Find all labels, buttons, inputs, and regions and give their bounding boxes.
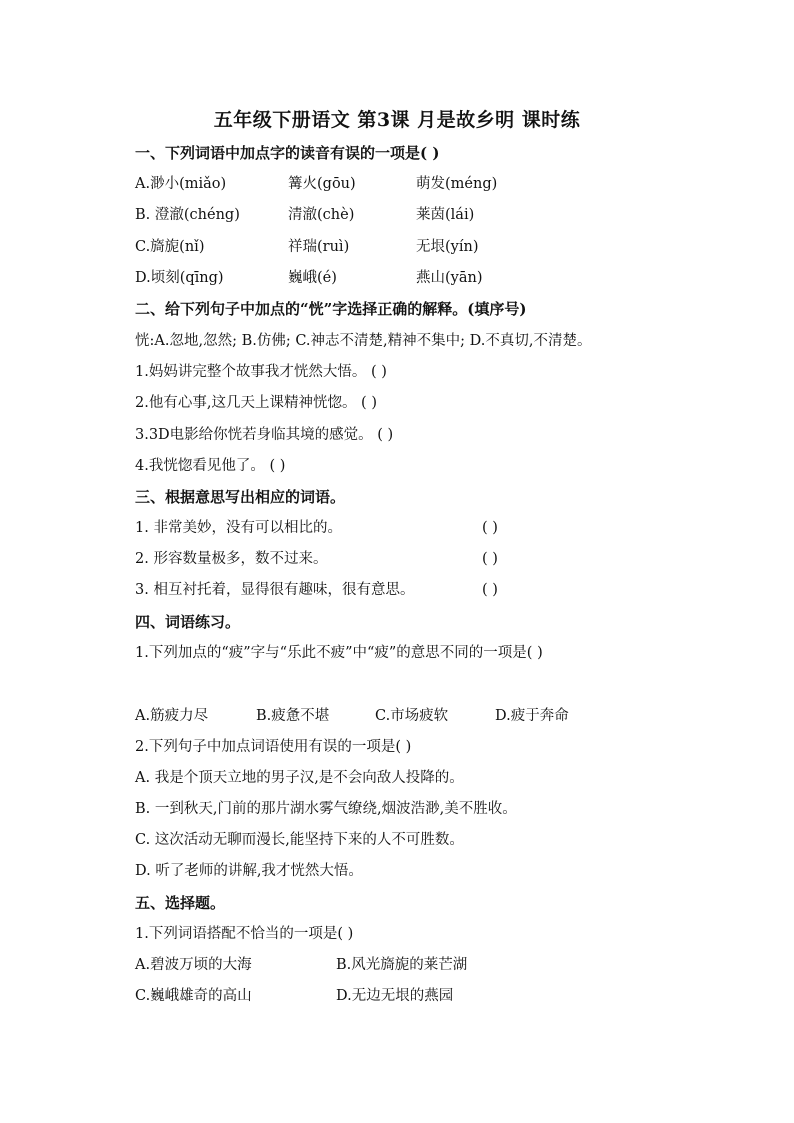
s4-q2-option-a: A. 我是个顶天立地的男子汉,是不会向敌人投降的。 bbox=[135, 770, 464, 786]
page-title: 五年级下册语文 第3课 月是故乡明 课时练 bbox=[213, 109, 581, 131]
s3-item-2: 2. 形容数量极多，数不过来。 bbox=[135, 551, 328, 567]
section-5-heading: 五、选择题。 bbox=[135, 894, 226, 912]
s1-option-d-2: 巍峨(é) bbox=[288, 270, 337, 286]
s4-q1-option-b: B.疲惫不堪 bbox=[256, 708, 330, 724]
section-2-heading: 二、给下列句子中加点的“恍”字选择正确的解释。(填序号) bbox=[135, 300, 527, 318]
s1-option-a-3: 萌发(méng) bbox=[416, 176, 498, 192]
s5-question-1: 1.下列词语搭配不恰当的一项是( ) bbox=[135, 926, 354, 942]
s2-item-1: 1.妈妈讲完整个故事我才恍然大悟。 ( ) bbox=[135, 364, 387, 380]
s2-item-2: 2.他有心事,这几天上课精神恍惚。 ( ) bbox=[135, 395, 377, 411]
s4-q2-option-c: C. 这次活动无聊而漫长,能坚持下来的人不可胜数。 bbox=[135, 832, 464, 848]
s3-item-1: 1. 非常美妙，没有可以相比的。 bbox=[135, 520, 342, 536]
s1-option-c-1: C.旖旎(nǐ) bbox=[135, 239, 205, 255]
s5-option-b: B.风光旖旎的莱芒湖 bbox=[336, 957, 468, 973]
section-3-heading: 三、根据意思写出相应的词语。 bbox=[135, 488, 346, 506]
s5-option-d: D.无边无垠的燕园 bbox=[336, 988, 454, 1004]
s3-item-3-blank: ( ) bbox=[482, 582, 498, 598]
section-1-heading: 一、下列词语中加点字的读音有误的一项是( ) bbox=[135, 144, 440, 162]
s3-item-3: 3. 相互衬托着，显得很有趣味，很有意思。 bbox=[135, 582, 415, 598]
section-4-heading: 四、词语练习。 bbox=[135, 613, 241, 631]
s1-option-c-2: 祥瑞(ruì) bbox=[288, 239, 350, 255]
s4-question-1: 1.下列加点的“疲”字与“乐此不疲”中“疲”的意思不同的一项是( ) bbox=[135, 645, 543, 661]
s4-q1-option-d: D.疲于奔命 bbox=[495, 708, 569, 724]
s1-option-a-1: A.渺小(miǎo) bbox=[135, 176, 227, 192]
s4-question-2: 2.下列句子中加点词语使用有误的一项是( ) bbox=[135, 739, 412, 755]
s5-option-c: C.巍峨雄奇的高山 bbox=[135, 988, 252, 1004]
s2-definitions: 恍:A.忽地,忽然; B.仿佛; C.神志不清楚,精神不集中; D.不真切,不清楚。 bbox=[135, 333, 592, 349]
s2-item-4: 4.我恍惚看见他了。 ( ) bbox=[135, 458, 286, 474]
s1-option-c-3: 无垠(yín) bbox=[416, 239, 479, 255]
s1-option-b-2: 清澈(chè) bbox=[288, 207, 355, 223]
s1-option-a-2: 篝火(gōu) bbox=[288, 176, 356, 192]
s4-q2-option-d: D. 听了老师的讲解,我才恍然大悟。 bbox=[135, 863, 363, 879]
s1-option-d-3: 燕山(yān) bbox=[416, 270, 483, 286]
s4-q1-option-c: C.市场疲软 bbox=[375, 708, 449, 724]
s1-option-d-1: D.顷刻(qīng) bbox=[135, 270, 224, 286]
s2-item-3: 3.3D电影给你恍若身临其境的感觉。 ( ) bbox=[135, 427, 394, 443]
s1-option-b-3: 莱茵(lái) bbox=[416, 207, 475, 223]
s4-q2-option-b: B. 一到秋天,门前的那片湖水雾气缭绕,烟波浩渺,美不胜收。 bbox=[135, 801, 517, 817]
s3-item-2-blank: ( ) bbox=[482, 551, 498, 567]
s5-option-a: A.碧波万顷的大海 bbox=[135, 957, 252, 973]
s1-option-b-1: B. 澄澈(chéng) bbox=[135, 207, 240, 223]
s4-q1-option-a: A.筋疲力尽 bbox=[135, 708, 209, 724]
s3-item-1-blank: ( ) bbox=[482, 520, 498, 536]
